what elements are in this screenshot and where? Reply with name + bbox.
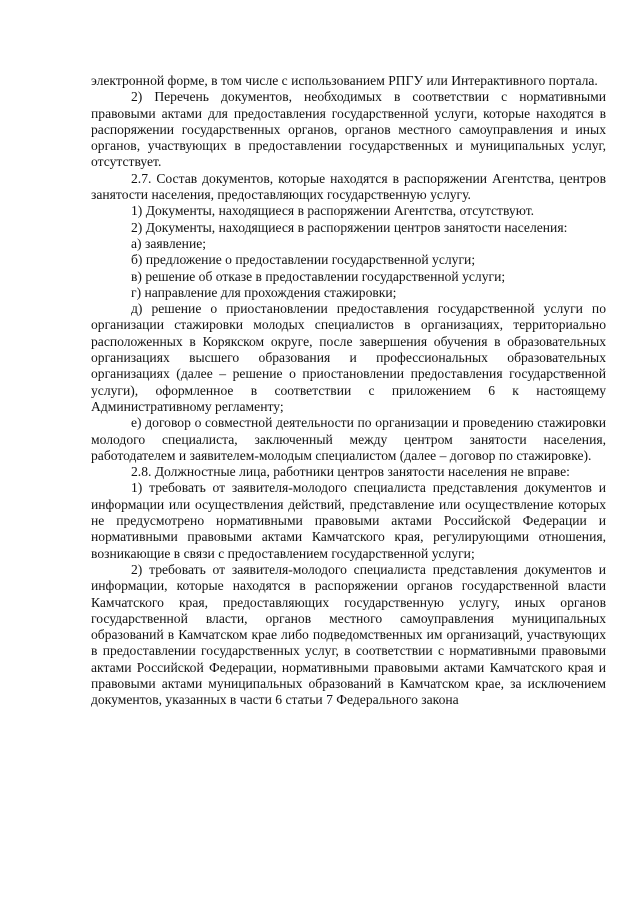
- list-item-d: д) решение о приостановлении предоставления государственной услуги по организации стажировки молодых специалистов в организациях, территориально расположенных в Корякском округе, после завершения обучения в образовательных организациях высшего образования и профессиональных образовательных организациях (далее – решение о приостановлении предоставления государственной услуги), оформленное в соответствии с приложением 6 к настоящему Административному регламенту;: [91, 301, 606, 414]
- list-item-b: б) предложение о предоставлении государственной услуги;: [131, 252, 476, 268]
- paragraph-center-documents: 2) Документы, находящиеся в распоряжении центров занятости населения:: [131, 219, 568, 235]
- paragraph-prohibition-1: 1) требовать от заявителя-молодого специалиста представления документов и информации или осуществления действий, представление или осуществление которых не предусмотрено нормативными правовыми актами Российской Федерации и нормативными правовыми актами Камчатского края, регулирующими отношения, возникающие в связи с предоставлением государственной услуги;: [91, 480, 606, 561]
- list-item-g: г) направление для прохождения стажировки;: [131, 284, 397, 300]
- section-heading-2-7: 2.7. Состав документов, которые находятся в распоряжении Агентства, центров занятости населения, предоставляющих государственную услугу.: [91, 170, 606, 203]
- list-item-e: е) договор о совместной деятельности по организации и проведению стажировки молодого специалиста, заключенный между центром занятости населения, работодателем и заявителем-молодым специалистом (далее – договор по стажировке).: [91, 415, 606, 463]
- paragraph-electronic-form: электронной форме, в том числе с использованием РПГУ или Интерактивного портала.: [91, 73, 598, 88]
- paragraph-agency-documents: 1) Документы, находящиеся в распоряжении Агентства, отсутствуют.: [131, 203, 535, 219]
- list-item-v: в) решение об отказе в предоставлении государственной услуги;: [131, 268, 506, 284]
- paragraph-prohibition-2: 2) требовать от заявителя-молодого специалиста представления документов и информации, которые находятся в распоряжении органов государственной власти Камчатского края, предоставляющих государственную услугу, иных органов государственной власти, органов местного самоуправления муниципальных образований в Камчатском крае либо подведомственных им организаций, участвующих в предоставлении государственных услуг, в соответствии с нормативными правовыми актами Российской Федерации, нормативными правовыми актами Камчатского края и правовыми актами муниципальных образований в Камчатском крае, за исключением документов, указанных в части 6 статьи 7 Федерального закона: [91, 561, 606, 708]
- section-heading-2-8: 2.8. Должностные лица, работники центров занятости населения не вправе:: [131, 464, 570, 480]
- document-body: [91, 73, 606, 709]
- paragraph-documents-list-absent: 2) Перечень документов, необходимых в соответствии с нормативными правовыми актами для предоставления государственной услуги, которые находятся в распоряжении государственных органов, органов местного самоуправления и иных органов, участвующих в предоставлении государственных и муниципальных услуг, отсутствует.: [91, 89, 606, 170]
- list-item-a: а) заявление;: [131, 235, 207, 251]
